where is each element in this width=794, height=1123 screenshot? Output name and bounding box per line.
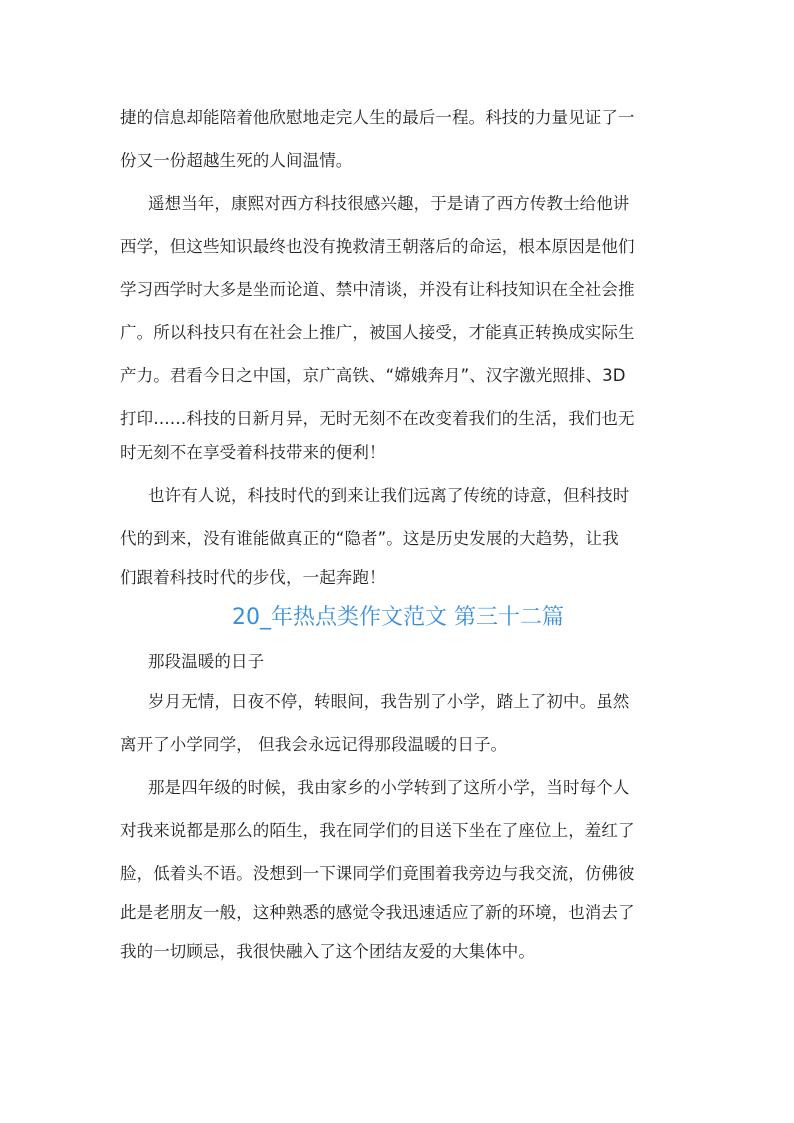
body-text-line: 产力。君看今日之中国，京广高铁、“嫦娥奔月”、汉字激光照排、3D [120,366,626,385]
body-text-line: 那是四年级的时候，我由家乡的小学转到了这所小学，当时每个人 [148,778,630,797]
body-text-line: 代的到来，没有谁能做真正的“隐者”。这是历史发展的大趋势，让我 [120,529,619,548]
body-text-line: 份又一份超越生死的人间温情。 [120,151,353,170]
body-text-line: 离开了小学同学， 但我会永远记得那段温暖的日子。 [120,735,508,754]
body-text-line: 此是老朋友一般，这种熟悉的感觉令我迅速适应了新的环境，也消去了 [120,903,635,922]
body-text-line: 西学，但这些知识最终也没有挽救清王朝落后的命运，根本原因是他们 [120,237,635,256]
section-heading: 20_年热点类作文范文 第三十二篇 [232,605,564,630]
body-text-line: 时无刻不在享受着科技带来的便利！ [120,443,386,462]
body-text-line: 们跟着科技时代的步伐，一起奔跑！ [120,568,386,587]
body-text-line: 对我来说都是那么的陌生，我在同学们的目送下坐在了座位上，羞红了 [120,821,635,840]
body-text-line: 我的一切顾忌，我很快融入了这个团结友爱的大集体中。 [120,942,535,961]
body-text-line: 也许有人说，科技时代的到来让我们远离了传统的诗意，但科技时 [148,486,630,505]
body-text-line: 遥想当年，康熙对西方科技很感兴趣，于是请了西方传教士给他讲 [148,194,630,213]
body-text-line: 广。所以科技只有在社会上推广，被国人接受，才能真正转换成实际生 [120,323,635,342]
body-text-line: 捷的信息却能陪着他欣慰地走完人生的最后一程。科技的力量见证了一 [120,108,635,127]
body-text-line: 脸，低着头不语。没想到一下课同学们竟围着我旁边与我交流，仿佛彼 [120,864,635,883]
body-text-line: 学习西学时大多是坐而论道、禁中清谈，并没有让科技知识在全社会推 [120,280,635,299]
body-text-line: 打印……科技的日新月异，无时无刻不在改变着我们的生活，我们也无 [120,409,635,428]
essay-title: 那段温暖的日子 [148,652,265,671]
body-text-line: 岁月无情，日夜不停，转眼间，我告别了小学，踏上了初中。虽然 [148,692,630,711]
